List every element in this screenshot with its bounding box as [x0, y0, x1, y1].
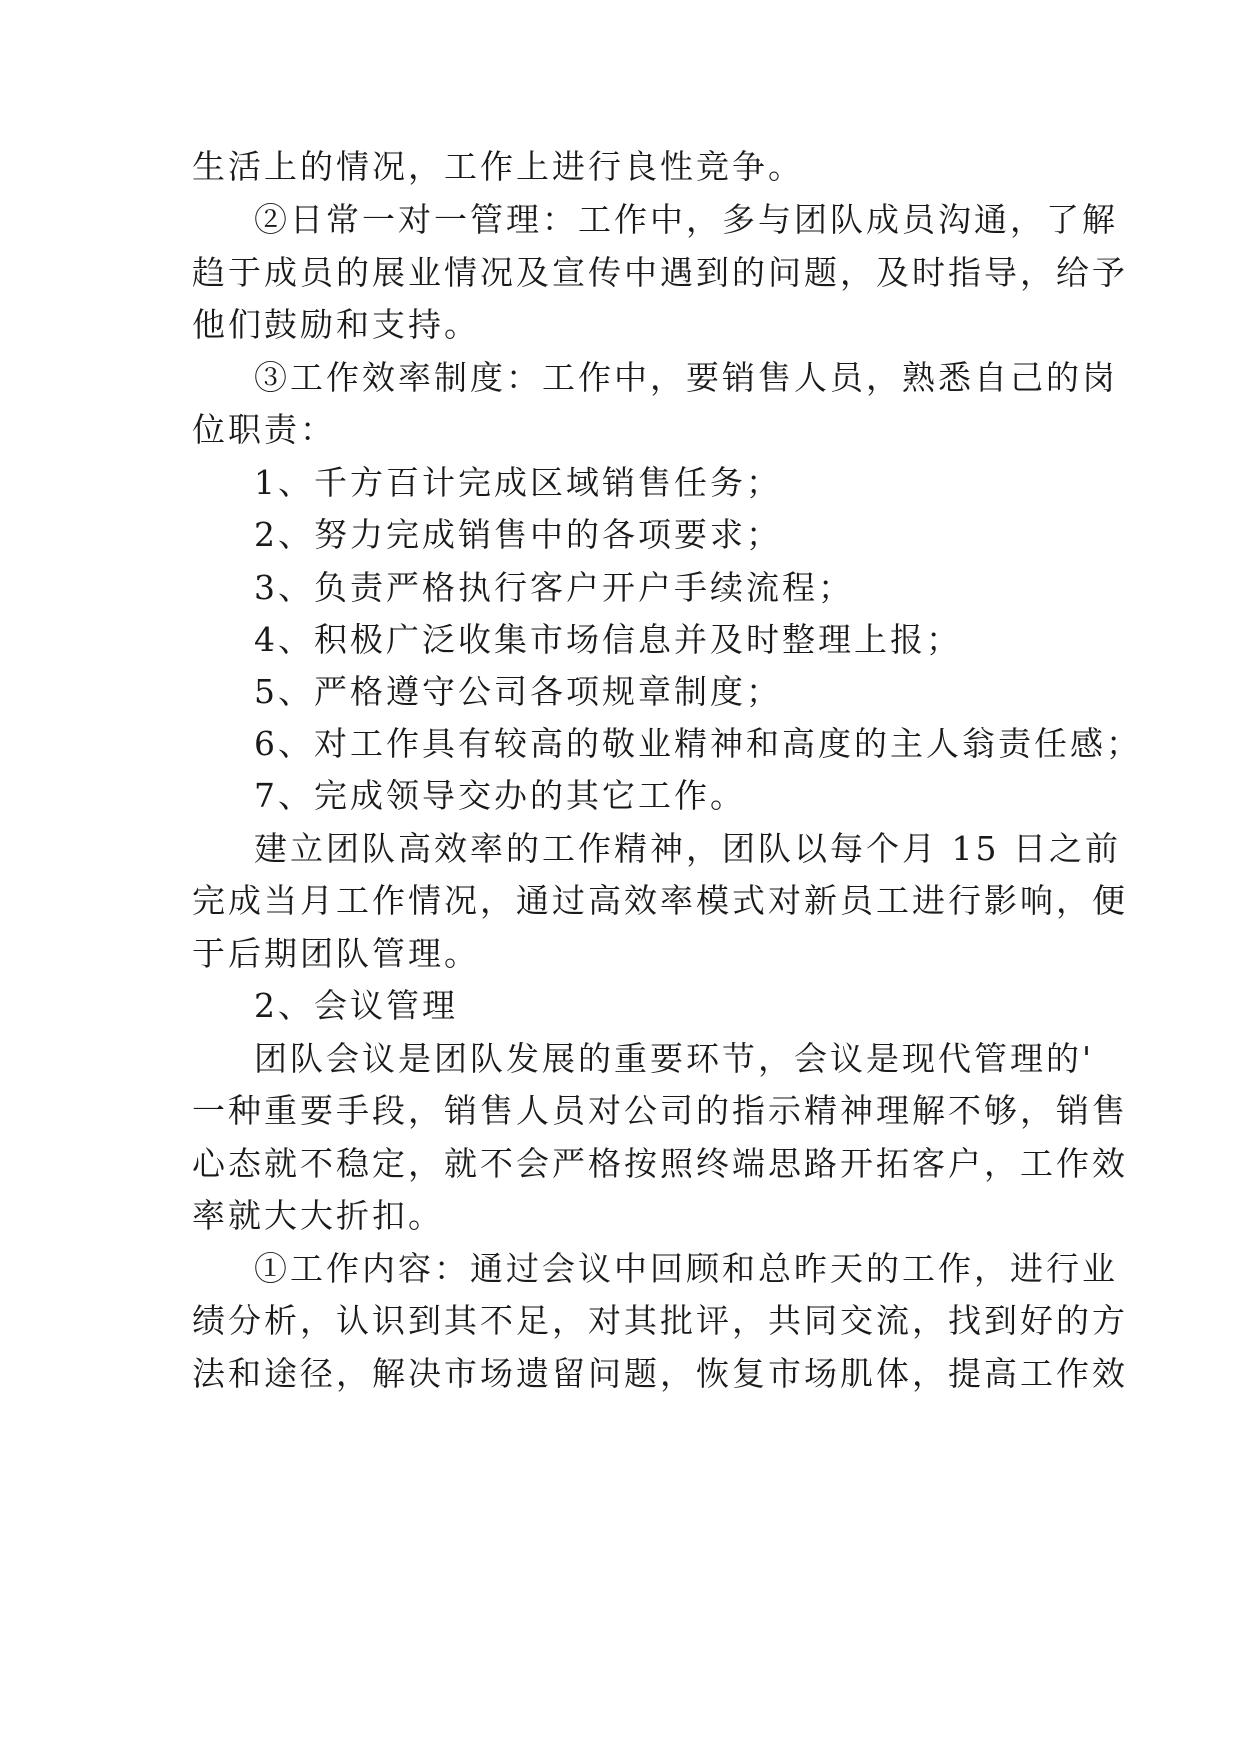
text-line: 率就大大折扣。 [192, 1196, 444, 1235]
list-item: 4、积极广泛收集市场信息并及时整理上报； [254, 620, 962, 659]
text-line: 绩分析，认识到其不足，对其批评，共同交流，找到好的方 [192, 1301, 1128, 1340]
text-line: ①工作内容：通过会议中回顾和总昨天的工作，进行业 [254, 1249, 1118, 1288]
text-line: 生活上的情况，工作上进行良性竞争。 [192, 147, 804, 186]
text-line: 心态就不稳定，就不会严格按照终端思路开拓客户，工作效 [192, 1144, 1128, 1183]
text-line: 位职责： [192, 410, 336, 449]
list-item: 5、严格遵守公司各项规章制度； [254, 672, 782, 711]
text-line: 趋于成员的展业情况及宣传中遇到的问题，及时指导，给予 [192, 253, 1128, 292]
text-line: 一种重要手段，销售人员对公司的指示精神理解不够，销售 [192, 1091, 1128, 1130]
section-heading: 2、会议管理 [254, 986, 458, 1025]
text-line: 团队会议是团队发展的重要环节，会议是现代管理的' [254, 1039, 1095, 1078]
list-item: 6、对工作具有较高的敬业精神和高度的主人翁责任感； [254, 724, 1142, 763]
text-line: ③工作效率制度：工作中，要销售人员，熟悉自己的岗 [254, 358, 1118, 397]
list-item: 3、负责严格执行客户开户手续流程； [254, 568, 854, 607]
list-item: 1、千方百计完成区域销售任务； [254, 463, 782, 502]
text-line: 完成当月工作情况，通过高效率模式对新员工进行影响，便 [192, 881, 1128, 920]
text-line: ②日常一对一管理：工作中，多与团队成员沟通，了解 [254, 200, 1118, 239]
text-line: 法和途径，解决市场遗留问题，恢复市场肌体，提高工作效 [192, 1354, 1128, 1393]
list-item: 7、完成领导交办的其它工作。 [254, 776, 746, 815]
text-line: 他们鼓励和支持。 [192, 305, 480, 344]
text-line: 于后期团队管理。 [192, 934, 480, 973]
text-line: 建立团队高效率的工作精神，团队以每个月 15 日之前 [254, 829, 1121, 868]
list-item: 2、努力完成销售中的各项要求； [254, 515, 782, 554]
